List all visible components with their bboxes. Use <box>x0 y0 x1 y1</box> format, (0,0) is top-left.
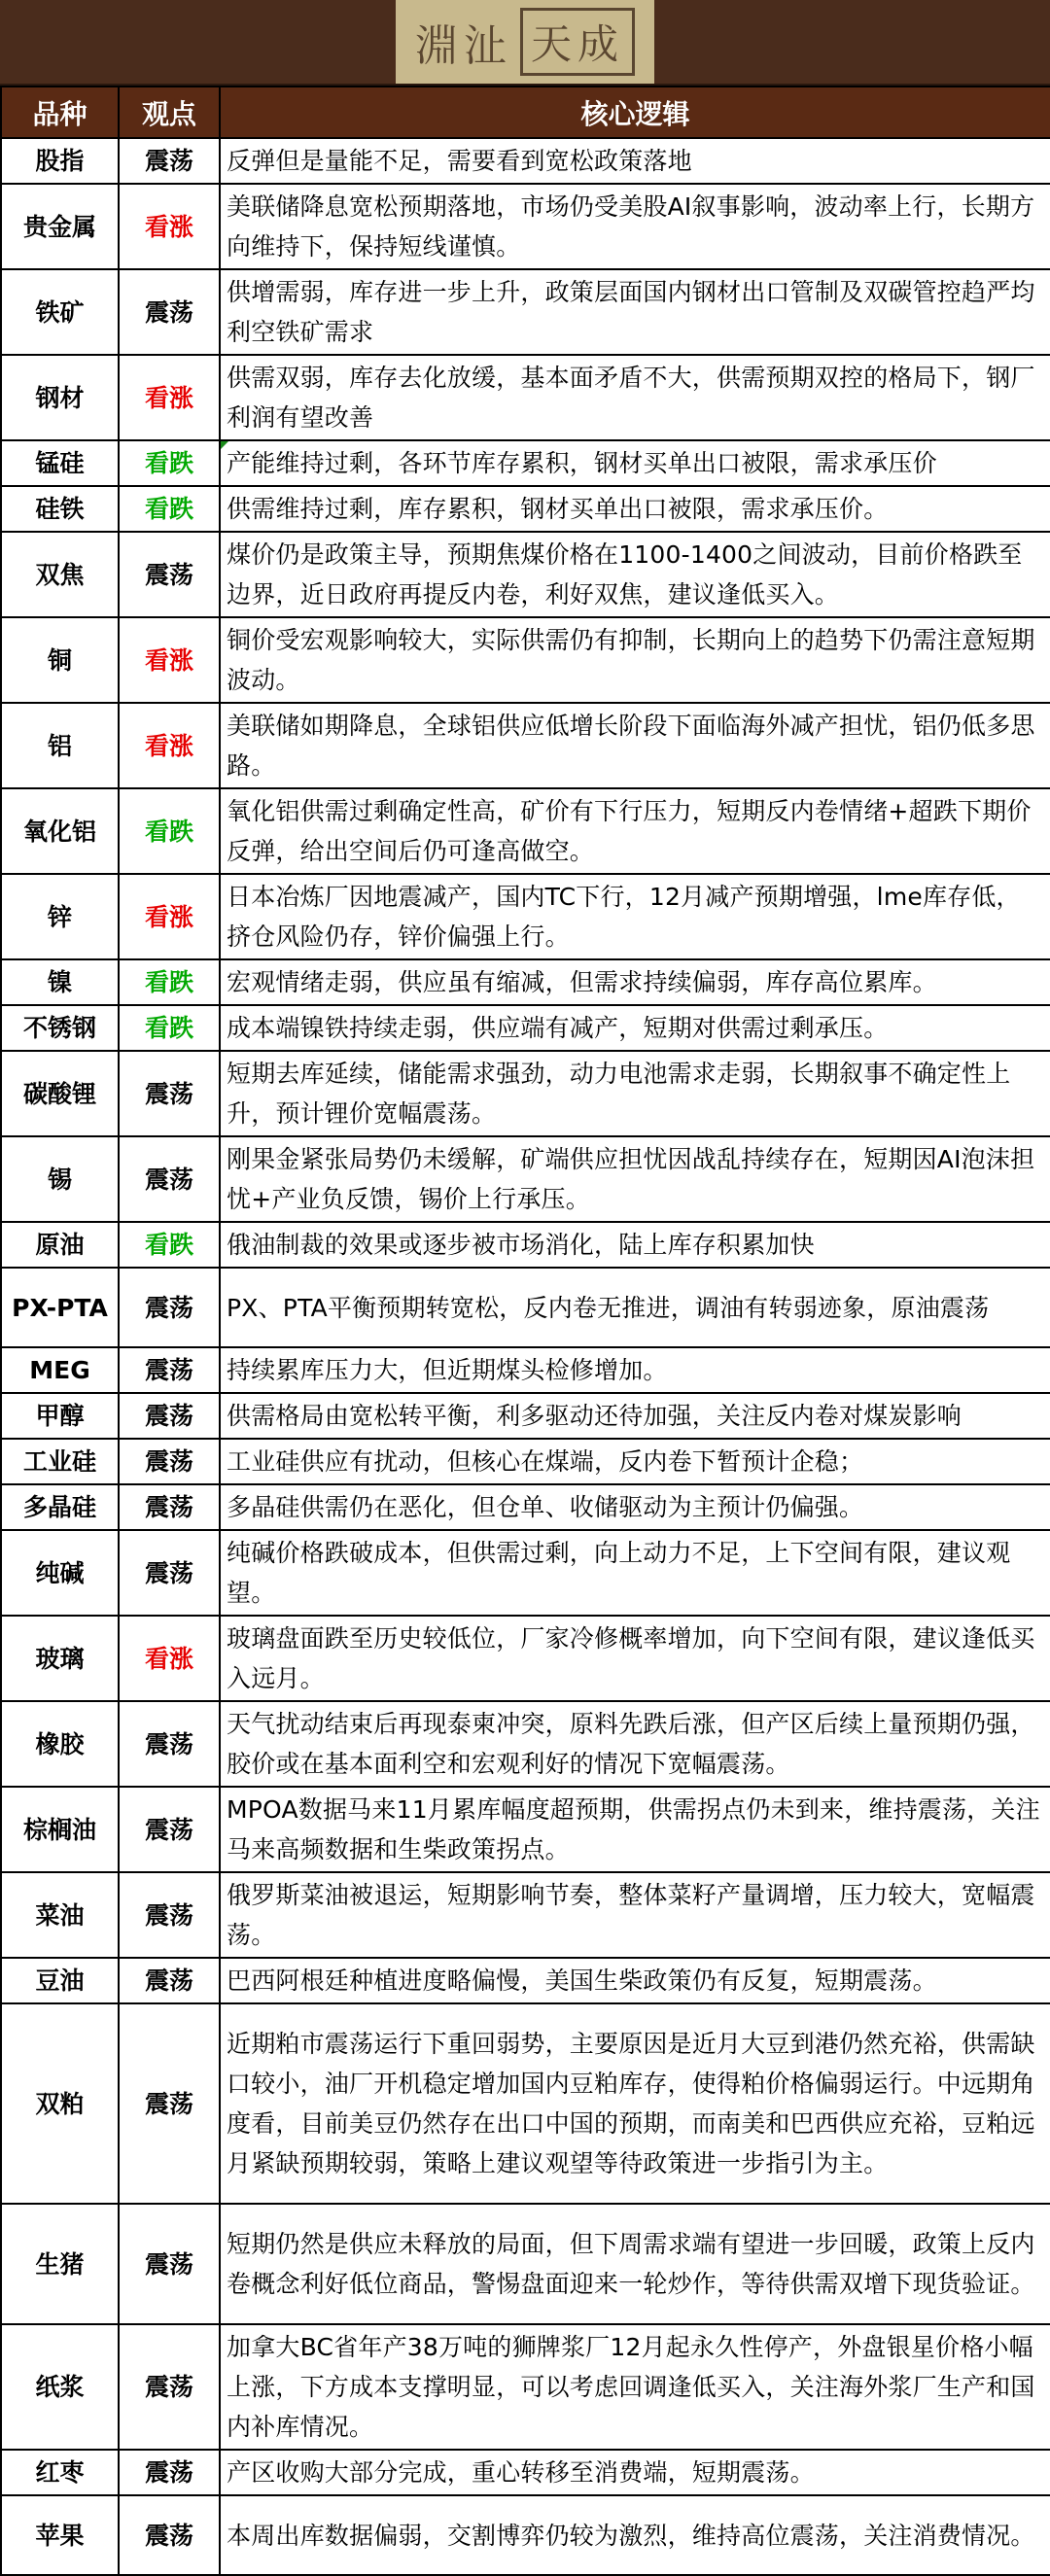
table-row <box>1 874 1050 959</box>
table-row <box>1 1051 1050 1136</box>
cell-logic <box>220 1787 1050 1872</box>
cell-logic-text: 多晶硅供需仍在恶化，但仓单、收储驱动为主预计仍偏强。 <box>227 1493 864 1521</box>
cell-view: 震荡 <box>119 1439 220 1484</box>
cell-variety: 豆油 <box>1 1958 119 2003</box>
cell-logic-text: 美联储降息宽松预期落地，市场仍受美股AI叙事影响，波动率上行，长期方向维持下，保持短线谨慎。 <box>227 192 1035 261</box>
cell-logic <box>220 1530 1050 1616</box>
header-variety: 品种 <box>1 87 119 138</box>
table-row <box>1 1439 1050 1484</box>
cell-view: 震荡 <box>119 1484 220 1530</box>
cell-logic-text: 产能维持过剩，各环节库存累积，钢材买单出口被限，需求承压价 <box>227 449 937 477</box>
cell-logic <box>220 1393 1050 1439</box>
table-row <box>1 1222 1050 1268</box>
cell-view: 震荡 <box>119 269 220 355</box>
cell-view: 看跌 <box>119 788 220 874</box>
cell-logic <box>220 184 1050 269</box>
cell-logic <box>220 2495 1050 2575</box>
cell-variety: 碳酸锂 <box>1 1051 119 1136</box>
cell-view: 震荡 <box>119 1701 220 1787</box>
header-view: 观点 <box>119 87 220 138</box>
logo-seal: 天成 <box>520 8 635 76</box>
cell-logic-text: 成本端镍铁持续走弱，供应端有减产，短期对供需过剩承压。 <box>227 1014 889 1042</box>
cell-view: 看涨 <box>119 703 220 788</box>
cell-view: 震荡 <box>119 1268 220 1347</box>
cell-variety: 纸浆 <box>1 2324 119 2450</box>
cell-logic <box>220 959 1050 1005</box>
cell-logic <box>220 703 1050 788</box>
cell-logic <box>220 355 1050 440</box>
cell-view: 震荡 <box>119 1787 220 1872</box>
cell-view: 震荡 <box>119 2204 220 2324</box>
cell-variety: 锰硅 <box>1 440 119 486</box>
cell-logic <box>220 874 1050 959</box>
cell-variety: 锡 <box>1 1136 119 1222</box>
futures-view-table <box>0 86 1050 2576</box>
cell-logic <box>220 2003 1050 2204</box>
cell-view: 看跌 <box>119 440 220 486</box>
cell-variety: 铁矿 <box>1 269 119 355</box>
cell-view: 看跌 <box>119 959 220 1005</box>
cell-view: 震荡 <box>119 532 220 617</box>
cell-logic <box>220 269 1050 355</box>
brand-logo <box>396 0 654 84</box>
table-row <box>1 1787 1050 1872</box>
cell-variety: 双焦 <box>1 532 119 617</box>
cell-variety: 硅铁 <box>1 486 119 532</box>
cell-logic <box>220 617 1050 703</box>
table-row <box>1 355 1050 440</box>
cell-logic-text: 供增需弱，库存进一步上升，政策层面国内钢材出口管制及双碳管控趋严均利空铁矿需求 <box>227 278 1035 346</box>
cell-view: 看涨 <box>119 874 220 959</box>
cell-variety: 锌 <box>1 874 119 959</box>
cell-logic-text: 俄罗斯菜油被退运，短期影响节奏，整体菜籽产量调增，压力较大，宽幅震荡。 <box>227 1881 1035 1949</box>
cell-logic <box>220 532 1050 617</box>
cell-variety: 铝 <box>1 703 119 788</box>
table-row <box>1 486 1050 532</box>
cell-view: 震荡 <box>119 1347 220 1393</box>
cell-logic-text: 日本冶炼厂因地震减产，国内TC下行，12月减产预期增强，lme库存低，挤仓风险仍存，锌价偏强上行。 <box>227 883 1021 951</box>
cell-logic <box>220 1439 1050 1484</box>
cell-variety: 双粕 <box>1 2003 119 2204</box>
cell-variety: 铜 <box>1 617 119 703</box>
cell-view: 震荡 <box>119 1530 220 1616</box>
cell-logic <box>220 1268 1050 1347</box>
table-row <box>1 1347 1050 1393</box>
banner <box>0 0 1050 86</box>
table-row <box>1 959 1050 1005</box>
cell-view: 震荡 <box>119 1958 220 2003</box>
table-row <box>1 1136 1050 1222</box>
cell-logic-text: 美联储如期降息，全球铝供应低增长阶段下面临海外减产担忧，铝仍低多思路。 <box>227 712 1035 780</box>
cell-view: 看跌 <box>119 1222 220 1268</box>
cell-view: 震荡 <box>119 1051 220 1136</box>
cell-logic <box>220 138 1050 184</box>
cell-logic-text: 巴西阿根廷种植进度略偏慢，美国生柴政策仍有反复，短期震荡。 <box>227 1967 937 1995</box>
cell-logic-text: 反弹但是量能不足，需要看到宽松政策落地 <box>227 147 692 175</box>
cell-logic <box>220 1222 1050 1268</box>
table-row <box>1 440 1050 486</box>
cell-variety: 纯碱 <box>1 1530 119 1616</box>
cell-logic-text: 天气扰动结束后再现泰柬冲突，原料先跌后涨，但产区后续上量预期仍强，胶价或在基本面利空和宏观利好的情况下宽幅震荡。 <box>227 1710 1035 1778</box>
table-row <box>1 1393 1050 1439</box>
cell-logic-text: 持续累库压力大，但近期煤头检修增加。 <box>227 1356 668 1384</box>
table-row <box>1 703 1050 788</box>
cell-logic-text: 纯碱价格跌破成本，但供需过剩，向上动力不足，上下空间有限，建议观望。 <box>227 1539 1011 1607</box>
table-row <box>1 1530 1050 1616</box>
cell-view: 震荡 <box>119 138 220 184</box>
table-row <box>1 617 1050 703</box>
cell-view: 震荡 <box>119 2003 220 2204</box>
cell-variety: 氧化铝 <box>1 788 119 874</box>
cell-view: 震荡 <box>119 1393 220 1439</box>
cell-logic-text: 本周出库数据偏弱，交割博弈仍较为激烈，维持高位震荡，关注消费情况。 <box>227 2521 1035 2550</box>
cell-logic-text: 短期去库延续，储能需求强劲，动力电池需求走弱，长期叙事不确定性上升，预计锂价宽幅震荡。 <box>227 1060 1011 1128</box>
cell-logic-text: MPOA数据马来11月累库幅度超预期，供需拐点仍未到来，维持震荡，关注马来高频数据和生柴政策拐点。 <box>227 1795 1040 1863</box>
cell-variety: 工业硅 <box>1 1439 119 1484</box>
cell-logic-text: PX、PTA平衡预期转宽松，反内卷无推进，调油有转弱迹象，原油震荡 <box>227 1293 990 1322</box>
cell-variety: 红枣 <box>1 2450 119 2495</box>
table-row <box>1 1484 1050 1530</box>
cell-logic-text: 加拿大BC省年产38万吨的狮牌浆厂12月起永久性停产，外盘银星价格小幅上涨，下方成本支撑明显，可以考虑回调逢低买入，关注海外浆厂生产和国内补库情况。 <box>227 2333 1035 2441</box>
table-row <box>1 788 1050 874</box>
table-row <box>1 2495 1050 2575</box>
cell-logic <box>220 440 1050 486</box>
cell-variety: 钢材 <box>1 355 119 440</box>
table-row <box>1 2450 1050 2495</box>
cell-variety: 苹果 <box>1 2495 119 2575</box>
cell-view: 震荡 <box>119 2324 220 2450</box>
cell-logic <box>220 1136 1050 1222</box>
cell-view: 震荡 <box>119 1136 220 1222</box>
cell-variety: 菜油 <box>1 1872 119 1958</box>
cell-variety: MEG <box>1 1347 119 1393</box>
cell-variety: 贵金属 <box>1 184 119 269</box>
table-row <box>1 532 1050 617</box>
cell-variety: 多晶硅 <box>1 1484 119 1530</box>
cell-view: 震荡 <box>119 2495 220 2575</box>
table-row <box>1 269 1050 355</box>
cell-variety: 生猪 <box>1 2204 119 2324</box>
cell-variety: 镍 <box>1 959 119 1005</box>
cell-logic-text: 供需双弱，库存去化放缓，基本面矛盾不大，供需预期双控的格局下，钢厂利润有望改善 <box>227 364 1035 432</box>
cell-logic-text: 供需格局由宽松转平衡，利多驱动还待加强，关注反内卷对煤炭影响 <box>227 1402 962 1430</box>
cell-logic <box>220 1005 1050 1051</box>
table-row <box>1 1872 1050 1958</box>
cell-logic-text: 近期粕市震荡运行下重回弱势，主要原因是近月大豆到港仍然充裕，供需缺口较小，油厂开机稳定增加国内豆粕库存，使得粕价格偏弱运行。中远期角度看，目前美豆仍然存在出口中国的预期，而南美和巴西供应充裕，豆粕远月紧缺预期较弱，策略上建议观望等待政策进一步指引为主。 <box>227 2030 1035 2177</box>
cell-logic <box>220 1616 1050 1701</box>
cell-logic <box>220 788 1050 874</box>
cell-logic <box>220 1701 1050 1787</box>
cell-logic <box>220 1051 1050 1136</box>
cell-view: 看跌 <box>119 486 220 532</box>
cell-view: 看涨 <box>119 184 220 269</box>
table-row <box>1 2204 1050 2324</box>
cell-logic <box>220 1347 1050 1393</box>
table-row <box>1 184 1050 269</box>
logo-text: 淵沚 <box>414 21 512 71</box>
table-row <box>1 1958 1050 2003</box>
cell-variety: PX-PTA <box>1 1268 119 1347</box>
cell-logic-text: 供需维持过剩，库存累积，钢材买单出口被限，需求承压价。 <box>227 495 889 523</box>
header-logic: 核心逻辑 <box>220 87 1050 138</box>
comment-marker-icon <box>221 441 228 449</box>
cell-variety: 不锈钢 <box>1 1005 119 1051</box>
table-row <box>1 1701 1050 1787</box>
cell-logic-text: 产区收购大部分完成，重心转移至消费端，短期震荡。 <box>227 2458 815 2487</box>
table-header-row <box>1 87 1050 138</box>
cell-logic-text: 俄油制裁的效果或逐步被市场消化，陆上库存积累加快 <box>227 1231 815 1259</box>
cell-view: 看涨 <box>119 617 220 703</box>
cell-logic-text: 煤价仍是政策主导，预期焦煤价格在1100-1400之间波动，目前价格跌至边界，近日政府再提反内卷，利好双焦，建议逢低买入。 <box>227 540 1023 609</box>
cell-logic-text: 氧化铝供需过剩确定性高，矿价有下行压力，短期反内卷情绪+超跌下期价反弹，给出空间后仍可逢高做空。 <box>227 797 1032 865</box>
cell-logic <box>220 1958 1050 2003</box>
cell-view: 震荡 <box>119 1872 220 1958</box>
cell-logic <box>220 486 1050 532</box>
cell-logic <box>220 1484 1050 1530</box>
cell-logic-text: 刚果金紧张局势仍未缓解，矿端供应担忧因战乱持续存在，短期因AI泡沫担忧+产业负反馈，锡价上行承压。 <box>227 1145 1035 1213</box>
table-row <box>1 138 1050 184</box>
cell-view: 看涨 <box>119 355 220 440</box>
table-row <box>1 1005 1050 1051</box>
cell-logic <box>220 2204 1050 2324</box>
cell-variety: 橡胶 <box>1 1701 119 1787</box>
cell-logic <box>220 2450 1050 2495</box>
cell-variety: 棕榈油 <box>1 1787 119 1872</box>
table-row <box>1 1268 1050 1347</box>
cell-variety: 原油 <box>1 1222 119 1268</box>
cell-variety: 甲醇 <box>1 1393 119 1439</box>
cell-variety: 股指 <box>1 138 119 184</box>
table-row <box>1 2324 1050 2450</box>
cell-logic-text: 工业硅供应有扰动，但核心在煤端，反内卷下暂预计企稳； <box>227 1447 864 1476</box>
cell-view: 看跌 <box>119 1005 220 1051</box>
table-row <box>1 2003 1050 2204</box>
cell-view: 震荡 <box>119 2450 220 2495</box>
cell-variety: 玻璃 <box>1 1616 119 1701</box>
cell-logic-text: 铜价受宏观影响较大，实际供需仍有抑制，长期向上的趋势下仍需注意短期波动。 <box>227 626 1035 694</box>
table-row <box>1 1616 1050 1701</box>
cell-logic <box>220 2324 1050 2450</box>
cell-logic-text: 短期仍然是供应未释放的局面，但下周需求端有望进一步回暖，政策上反内卷概念利好低位商品，警惕盘面迎来一轮炒作，等待供需双增下现货验证。 <box>227 2230 1035 2298</box>
cell-logic <box>220 1872 1050 1958</box>
cell-logic-text: 宏观情绪走弱，供应虽有缩减，但需求持续偏弱，库存高位累库。 <box>227 968 937 996</box>
cell-logic-text: 玻璃盘面跌至历史较低位，厂家冷修概率增加，向下空间有限，建议逢低买入远月。 <box>227 1624 1035 1692</box>
cell-view: 看涨 <box>119 1616 220 1701</box>
